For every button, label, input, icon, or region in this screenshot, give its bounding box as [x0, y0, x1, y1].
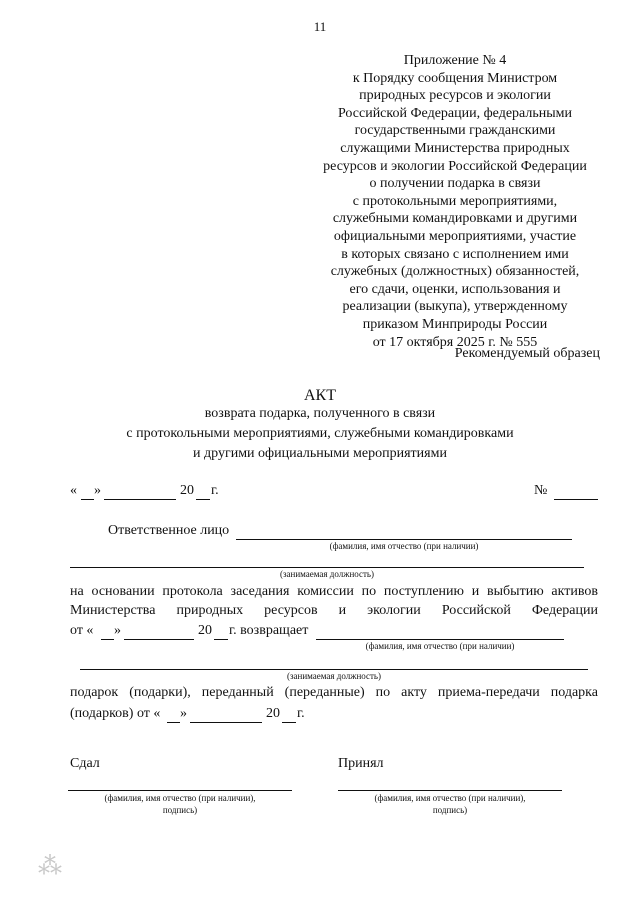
appendix-line: к Порядку сообщения Министром: [352, 70, 558, 86]
received-signature-field[interactable]: [338, 790, 562, 791]
date-year-suffix: г.: [211, 483, 219, 498]
act-title: АКТ: [304, 387, 336, 404]
date-month-field[interactable]: [104, 499, 176, 500]
body-line-4: подарок (подарки), переданный (переданные) по акту приема-передачи подарка: [70, 685, 598, 700]
act-subtitle-line: возврата подарка, полученного в связи: [204, 406, 436, 421]
body-day-field[interactable]: [101, 639, 114, 640]
received-label: Принял: [338, 756, 384, 771]
appendix-line: официальными мероприятиями, участие: [333, 228, 577, 244]
responsible-person-name-field[interactable]: [236, 539, 572, 540]
body-line-3-quote-close: »: [114, 623, 121, 638]
appendix-line: Приложение № 4: [403, 53, 507, 68]
faint-stamp-mark: ⁂: [38, 854, 62, 880]
appendix-line: природных ресурсов и экологии: [359, 88, 551, 104]
handed-over-caption-line-2: подпись): [162, 805, 198, 815]
handed-over-signature-field[interactable]: [68, 790, 292, 791]
responsible-person-label: Ответственное лицо: [108, 523, 230, 538]
responsible-position-caption: (занимаемая должность): [279, 569, 375, 579]
body-month-field[interactable]: [124, 639, 194, 640]
body-line-5-year: 20: [266, 706, 280, 721]
returner-position-caption: (занимаемая должность): [286, 671, 382, 681]
page-number: 11: [313, 19, 327, 34]
received-caption-line-2: подпись): [432, 805, 468, 815]
handed-over-label: Сдал: [70, 756, 100, 771]
act-number-field[interactable]: [554, 499, 598, 500]
returner-name-field[interactable]: [316, 639, 564, 640]
appendix-line: служащими Министерства природных: [340, 140, 570, 156]
appendix-line: служебных (должностных) обязанностей,: [330, 264, 580, 280]
body-line-3-year: 20: [198, 623, 212, 638]
appendix-line: реализации (выкупа), утвержденному: [342, 299, 568, 315]
appendix-line: ресурсов и экологии Российской Федерации: [323, 158, 587, 174]
appendix-line: с протокольными мероприятиями,: [352, 193, 558, 209]
appendix-line: в которых связано с исполнением ими: [341, 246, 569, 262]
date-quote-open: «: [70, 483, 77, 498]
transfer-day-field[interactable]: [167, 722, 180, 723]
transfer-year-field[interactable]: [282, 722, 296, 723]
appendix-line: его сдачи, оценки, использования и: [349, 281, 561, 297]
appendix-line: государственными гражданскими: [354, 123, 556, 139]
body-line-5-suffix: г.: [297, 706, 305, 721]
appendix-line: Российской Федерации, федеральными: [337, 105, 572, 121]
act-number-label: №: [534, 483, 548, 498]
recommended-sample-label: Рекомендуемый образец: [454, 346, 600, 361]
body-line-1: на основании протокола заседания комиссии по поступлению и выбытию активов: [70, 584, 598, 599]
body-line-2: Министерства природных ресурсов и экологии Российской Федерации: [70, 603, 598, 618]
handed-over-caption-line-1: (фамилия, имя отчество (при наличии),: [104, 793, 256, 803]
transfer-month-field[interactable]: [190, 722, 262, 723]
received-caption-line-1: (фамилия, имя отчество (при наличии),: [374, 793, 526, 803]
returner-position-field[interactable]: [80, 669, 588, 670]
date-year-prefix: 20: [180, 483, 194, 498]
appendix-line: о получении подарка в связи: [369, 176, 541, 192]
appendix-block: [290, 52, 620, 351]
appendix-line: служебными командировками и другими: [332, 211, 578, 227]
body-line-5-prefix: (подарков) от «: [70, 706, 161, 721]
responsible-position-field[interactable]: [70, 567, 584, 568]
body-line-3-suffix: г. возвращает: [229, 623, 309, 638]
body-line-5-quote-close: »: [180, 706, 187, 721]
returner-name-caption: (фамилия, имя отчество (при наличии): [365, 641, 515, 651]
body-line-3-prefix: от «: [70, 623, 94, 638]
body-year-field[interactable]: [214, 639, 228, 640]
date-year-field[interactable]: [196, 499, 210, 500]
act-subtitle: [0, 404, 640, 464]
act-subtitle-line: и другими официальными мероприятиями: [193, 446, 447, 461]
appendix-line: приказом Минприроды России: [362, 316, 548, 332]
date-quote-close: »: [94, 483, 101, 498]
responsible-name-caption: (фамилия, имя отчество (при наличии): [329, 541, 479, 551]
date-day-field[interactable]: [81, 499, 94, 500]
act-subtitle-line: с протокольными мероприятиями, служебными командировками: [126, 426, 514, 441]
appendix-line: от 17 октября 2025 г. № 555: [372, 334, 538, 350]
